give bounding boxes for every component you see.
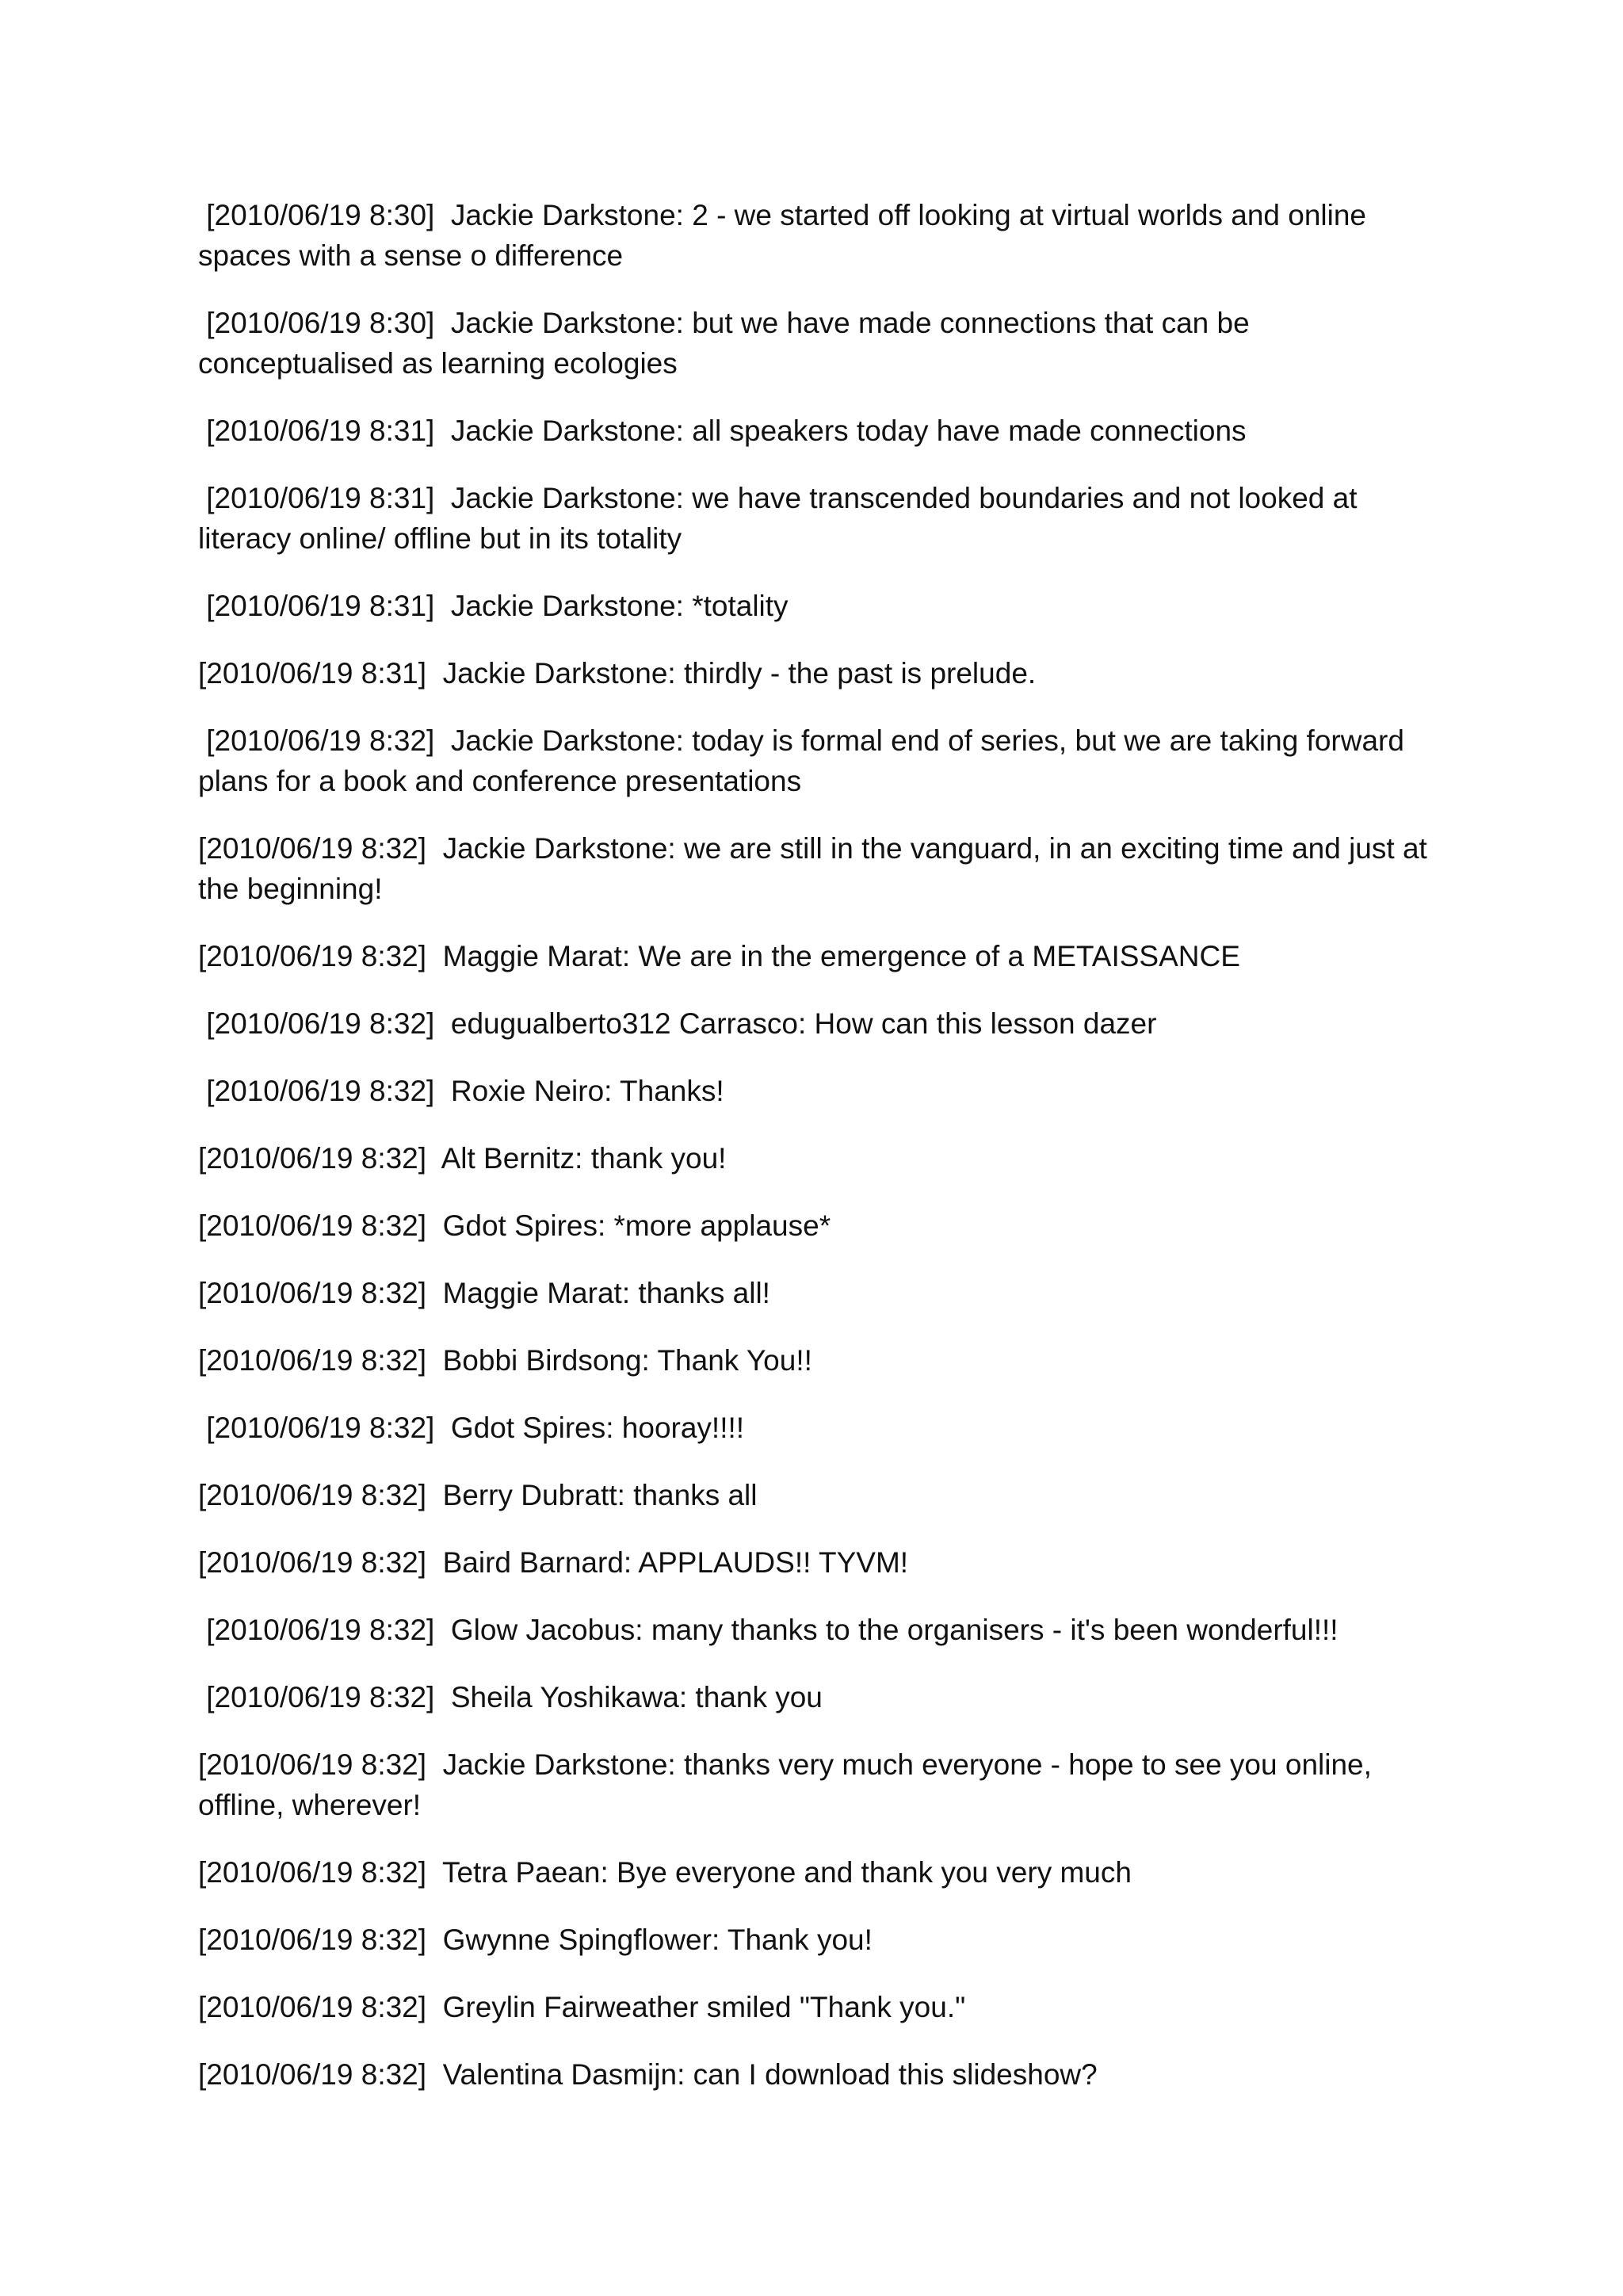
entry-text: Berry Dubratt: thanks all [426, 1479, 758, 1511]
chat-entry [198, 478, 1442, 559]
entry-text: Maggie Marat: We are in the emergence of a METAISSANCE [426, 940, 1240, 972]
chat-entry [198, 936, 1442, 976]
entry-timestamp: [2010/06/19 8:32] [198, 1142, 427, 1175]
entry-text: Jackie Darkstone: but we have made connections that can be conceptualised as learning ecologies [198, 307, 1258, 380]
chat-transcript [198, 195, 1442, 2122]
entry-text: Gdot Spires: *more applause* [426, 1209, 831, 1242]
chat-entry [198, 303, 1442, 384]
chat-entry [198, 1610, 1442, 1650]
entry-text: Jackie Darkstone: thanks very much everyone - hope to see you online, offline, wherever! [198, 1748, 1381, 1821]
entry-timestamp: [2010/06/19 8:31] [198, 482, 435, 514]
chat-entry [198, 1542, 1442, 1583]
entry-timestamp: [2010/06/19 8:32] [198, 1344, 427, 1377]
chat-entry [198, 828, 1442, 909]
chat-entry [198, 720, 1442, 801]
entry-timestamp: [2010/06/19 8:32] [198, 1856, 427, 1889]
entry-text: Sheila Yoshikawa: thank you [434, 1681, 823, 1713]
entry-timestamp: [2010/06/19 8:32] [198, 1546, 427, 1579]
entry-timestamp: [2010/06/19 8:32] [198, 940, 427, 972]
entry-text: Baird Barnard: APPLAUDS!! TYVM! [426, 1546, 909, 1579]
chat-entry [198, 653, 1442, 693]
entry-text: Jackie Darkstone: today is formal end of series, but we are taking forward plans for a book and conference presentations [198, 724, 1413, 797]
entry-text: Jackie Darkstone: *totality [434, 590, 789, 622]
entry-text: Maggie Marat: thanks all! [426, 1277, 770, 1309]
chat-entry [198, 1138, 1442, 1179]
chat-entry [198, 1920, 1442, 1960]
chat-entry [198, 1744, 1442, 1825]
entry-timestamp: [2010/06/19 8:32] [198, 2058, 427, 2091]
entry-timestamp: [2010/06/19 8:32] [198, 832, 427, 865]
entry-timestamp: [2010/06/19 8:31] [198, 590, 435, 622]
chat-entry [198, 1340, 1442, 1381]
chat-entry [198, 586, 1442, 626]
chat-entry [198, 1273, 1442, 1313]
entry-text: Gwynne Spingflower: Thank you! [426, 1924, 873, 1956]
entry-text: Glow Jacobus: many thanks to the organisers - it's been wonderful!!! [434, 1614, 1338, 1646]
entry-timestamp: [2010/06/19 8:32] [198, 1614, 435, 1646]
chat-entry [198, 411, 1442, 451]
entry-text: Jackie Darkstone: thirdly - the past is prelude. [426, 657, 1037, 690]
entry-text: Jackie Darkstone: we have transcended boundaries and not looked at literacy online/ offline but in its totality [198, 482, 1365, 555]
chat-entry [198, 1677, 1442, 1717]
entry-timestamp: [2010/06/19 8:32] [198, 1075, 435, 1107]
entry-text: Jackie Darkstone: all speakers today have made connections [434, 415, 1247, 447]
chat-entry [198, 1475, 1442, 1515]
chat-entry [198, 195, 1442, 276]
entry-text: edugualberto312 Carrasco: How can this lesson dazer [434, 1007, 1157, 1040]
entry-timestamp: [2010/06/19 8:32] [198, 1277, 427, 1309]
entry-timestamp: [2010/06/19 8:32] [198, 1748, 427, 1781]
entry-text: Alt Bernitz: thank you! [426, 1142, 727, 1175]
chat-entry [198, 1987, 1442, 2027]
entry-timestamp: [2010/06/19 8:31] [198, 657, 427, 690]
entry-timestamp: [2010/06/19 8:30] [198, 199, 435, 231]
chat-entry [198, 1003, 1442, 1044]
entry-timestamp: [2010/06/19 8:32] [198, 1479, 427, 1511]
entry-timestamp: [2010/06/19 8:32] [198, 1991, 427, 2023]
entry-text: Jackie Darkstone: we are still in the vanguard, in an exciting time and just at the beginning! [198, 832, 1436, 905]
chat-entry [198, 1205, 1442, 1246]
entry-text: Roxie Neiro: Thanks! [434, 1075, 724, 1107]
entry-timestamp: [2010/06/19 8:32] [198, 1007, 435, 1040]
entry-timestamp: [2010/06/19 8:32] [198, 1924, 427, 1956]
entry-timestamp: [2010/06/19 8:32] [198, 1209, 427, 1242]
entry-timestamp: [2010/06/19 8:31] [198, 415, 435, 447]
chat-entry [198, 1408, 1442, 1448]
entry-text: Gdot Spires: hooray!!!! [434, 1412, 745, 1444]
entry-timestamp: [2010/06/19 8:32] [198, 1681, 435, 1713]
chat-entry [198, 1852, 1442, 1893]
entry-timestamp: [2010/06/19 8:32] [198, 724, 435, 757]
entry-text: Bobbi Birdsong: Thank You!! [426, 1344, 812, 1377]
chat-entry [198, 2054, 1442, 2095]
entry-text: Valentina Dasmijn: can I download this slideshow? [426, 2058, 1098, 2091]
entry-timestamp: [2010/06/19 8:30] [198, 307, 435, 339]
entry-text: Jackie Darkstone: 2 - we started off looking at virtual worlds and online spaces with a sense o difference [198, 199, 1375, 272]
entry-timestamp: [2010/06/19 8:32] [198, 1412, 435, 1444]
chat-entry [198, 1071, 1442, 1111]
entry-text: Tetra Paean: Bye everyone and thank you very much [426, 1856, 1132, 1889]
entry-text: Greylin Fairweather smiled "Thank you." [426, 1991, 966, 2023]
